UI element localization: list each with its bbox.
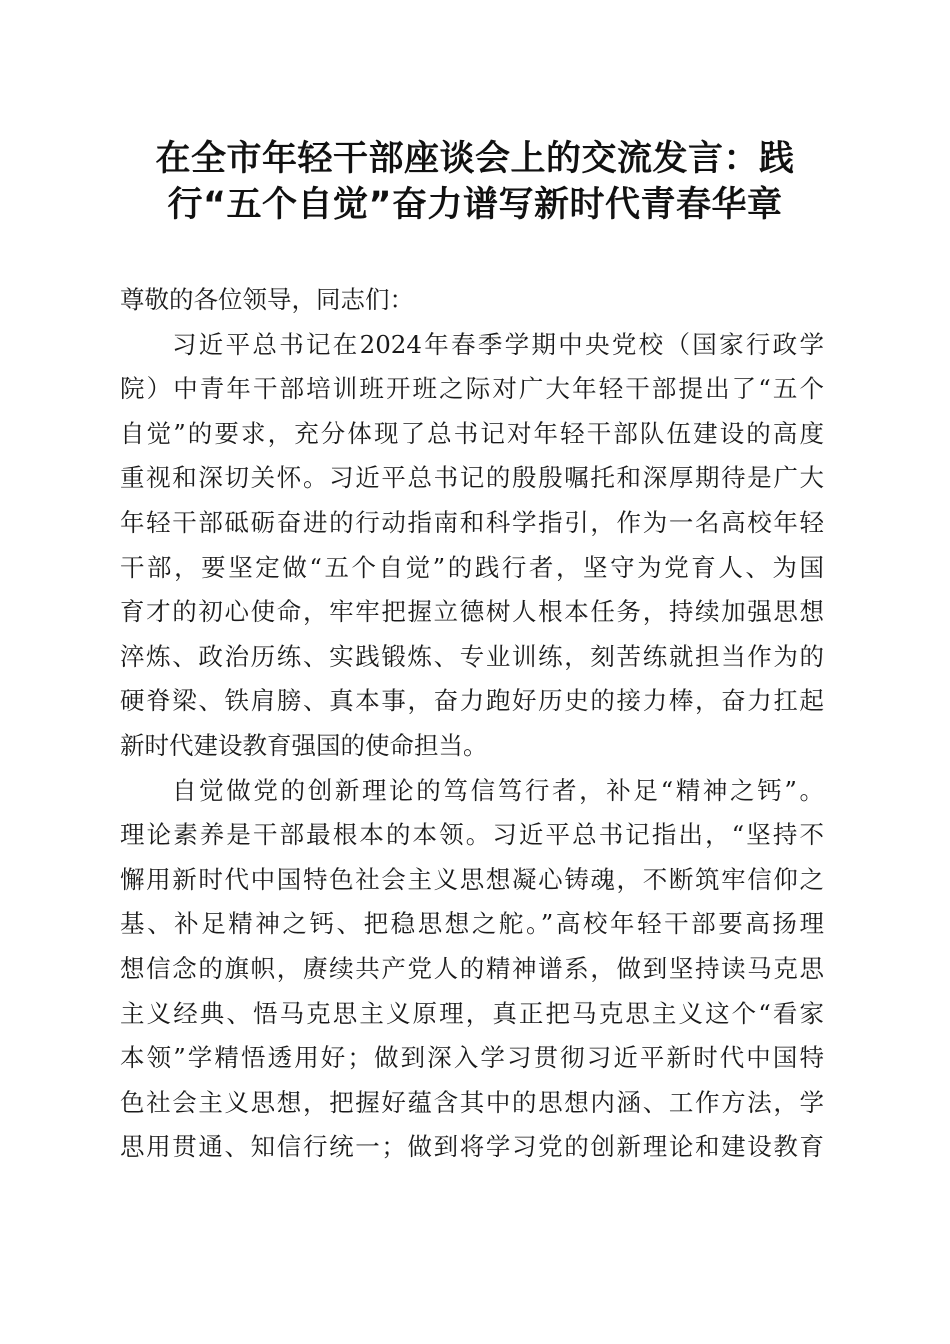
paragraph-line: 育才的初心使命，牢牢把握立德树人根本任务，持续加强思想: [120, 597, 824, 627]
paragraph-line: 懈用新时代中国特色社会主义思想凝心铸魂，不断筑牢信仰之: [120, 864, 824, 894]
title-line-2: 行“五个自觉”奋力谱写新时代青春华章: [167, 185, 783, 225]
paragraph-line: 主义经典、悟马克思主义原理，真正把马克思主义这个“看家: [120, 998, 824, 1028]
paragraph-line: 年轻干部砥砺奋进的行动指南和科学指引，作为一名高校年轻: [120, 507, 824, 537]
paragraph-line: 理论素养是干部最根本的本领。习近平总书记指出，“坚持不: [120, 820, 824, 850]
paragraph-line: 想信念的旗帜，赓续共产党人的精神谱系，做到坚持读马克思: [120, 953, 824, 983]
paragraph-line: 思用贯通、知信行统一；做到将学习党的创新理论和建设教育: [120, 1132, 824, 1162]
paragraph-line: 习近平总书记在2024年春季学期中央党校（国家行政学: [172, 329, 824, 359]
paragraph-line: 色社会主义思想，把握好蕴含其中的思想内涵、工作方法，学: [120, 1087, 824, 1117]
paragraph-line: 淬炼、政治历练、实践锻炼、专业训练，刻苦练就担当作为的: [120, 641, 824, 671]
paragraph-line: 干部，要坚定做“五个自觉”的践行者，坚守为党育人、为国: [120, 552, 824, 582]
paragraph-line: 自觉”的要求，充分体现了总书记对年轻干部队伍建设的高度: [120, 418, 824, 448]
paragraph-line: 硬脊梁、铁肩膀、真本事，奋力跑好历史的接力棒，奋力扛起: [120, 686, 824, 716]
document-title: [120, 136, 830, 228]
salutation: 尊敬的各位领导，同志们：: [120, 285, 414, 314]
paragraph-2: [120, 769, 824, 1170]
paragraph-line: 院）中青年干部培训班开班之际对广大年轻干部提出了“五个: [120, 374, 824, 404]
paragraph-line: 基、补足精神之钙、把稳思想之舵。”高校年轻干部要高扬理: [120, 909, 824, 939]
title-line-1: 在全市年轻干部座谈会上的交流发言：践: [155, 139, 795, 179]
paragraph-line: 本领”学精悟透用好；做到深入学习贯彻习近平新时代中国特: [120, 1043, 824, 1073]
paragraph-1: [120, 323, 824, 769]
paragraph-line: 新时代建设教育强国的使命担当。: [120, 730, 488, 760]
paragraph-line: 重视和深切关怀。习近平总书记的殷殷嘱托和深厚期待是广大: [120, 463, 824, 493]
document-body: [120, 278, 824, 1170]
paragraph-line: 自觉做党的创新理论的笃信笃行者，补足“精神之钙”。: [172, 775, 824, 805]
